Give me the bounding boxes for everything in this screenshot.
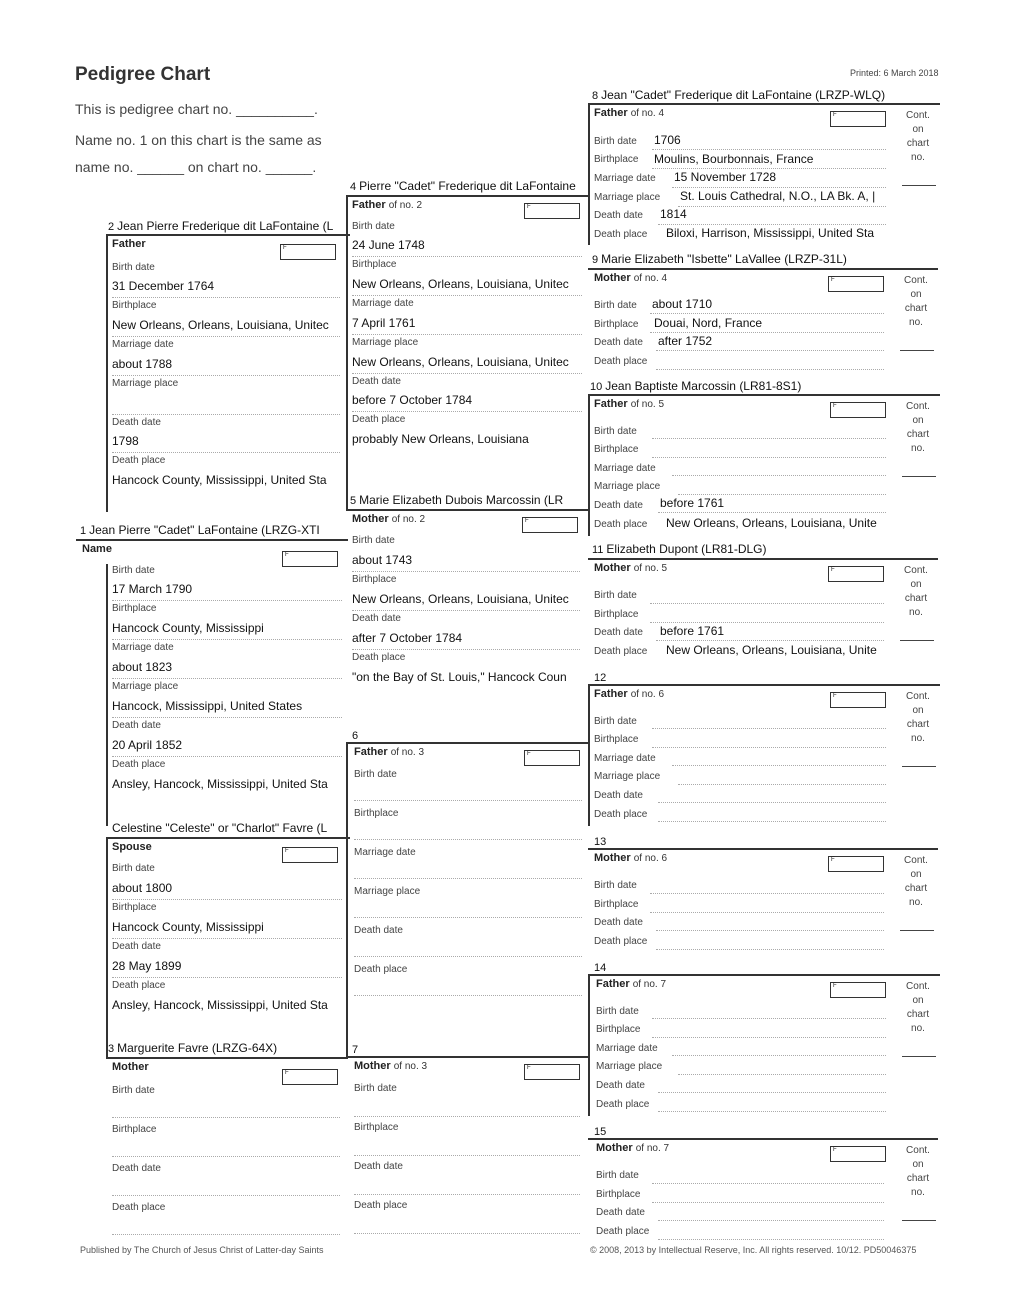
person-4-death-place: probably New Orleans, Louisiana [352, 432, 529, 446]
person-9-cont: Cont. on chart no. [904, 275, 928, 328]
person-14-f-box[interactable]: F [830, 982, 886, 998]
person-5-birth-date: about 1743 [352, 553, 413, 567]
person-4-birthplace: New Orleans, Orleans, Louisiana, Unitec [352, 277, 569, 291]
person-7-role: Mother of no. 3 [354, 1060, 428, 1072]
person-12-f-box[interactable]: F [830, 692, 886, 708]
person-8-marriage-date: 15 November 1728 [674, 170, 777, 184]
same-as-line: Name no. 1 on this chart is the same as [75, 132, 322, 148]
person-15-f-box[interactable]: F [830, 1146, 886, 1162]
person-12-cont: Cont. on chart no. [906, 691, 930, 744]
person-10-name: 10 Jean Baptiste Marcossin (LR81-8S1) [590, 379, 802, 393]
person-14-role: Father of no. 7 [596, 978, 667, 990]
person-11-death-date: before 1761 [660, 624, 725, 638]
person-9-f-box[interactable]: F [828, 276, 884, 292]
person-2-marriage-date: about 1788 [112, 357, 173, 371]
spouse-birth-date: about 1800 [112, 881, 173, 895]
person-8-f-box[interactable]: F [830, 111, 886, 127]
person-13-box: Mother of no. 6 F Birth date Birthplace Death date Death place Cont. on chart no. [588, 848, 938, 954]
person-12-role: Father of no. 6 [594, 688, 665, 700]
person-6-box: Father of no. 3 F Birth date Birthplace Marriage date Marriage place Death date Death place [346, 742, 590, 1056]
person-5-role: Mother of no. 2 [352, 513, 426, 525]
person-4-name: 4 Pierre "Cadet" Frederique dit LaFontaine [350, 179, 576, 193]
name-no-line: name no. ______ on chart no. ______. [75, 159, 317, 175]
person-13-role: Mother of no. 6 [594, 852, 668, 864]
person-7-box: Mother of no. 3 F Birth date Birthplace Death date Death place [346, 1056, 588, 1238]
footer-publisher: Published by The Church of Jesus Christ of Latter-day Saints [80, 1245, 324, 1255]
person-1-box: Birth date 17 March 1790 Birthplace Hancock County, Mississippi Marriage date about 1823 Marriage place Hancock, Mississippi, United States Death date 20 April 1852 Death place Ansley, Hancock, Mississippi, United Sta [106, 564, 350, 826]
person-4-death-date: before 7 October 1784 [352, 393, 473, 407]
person-1-role: Name [82, 543, 112, 555]
person-9-birth-date: about 1710 [652, 297, 713, 311]
person-8-name: 8 Jean "Cadet" Frederique dit LaFontaine (LRZP-WLQ) [592, 88, 886, 102]
spouse-box: Spouse F Birth date about 1800 Birthplace Hancock County, Mississippi Death date 28 May 1899 Death place Ansley, Hancock, Mississippi, United Sta [106, 837, 350, 1059]
person-4-f-box[interactable]: F [524, 203, 580, 219]
person-7-name: 7 [352, 1044, 359, 1056]
person-1-f-box[interactable]: F [282, 551, 338, 567]
person-2-death-date: 1798 [112, 434, 139, 448]
person-13-f-box[interactable]: F [828, 856, 884, 872]
person-15-role: Mother of no. 7 [596, 1142, 670, 1154]
page-title: Pedigree Chart [75, 64, 211, 85]
spouse-role: Spouse [112, 841, 152, 853]
person-9-box: Mother of no. 4 F Birth date about 1710 Birthplace Douai, Nord, France Death date after 1752 Death place Cont. on chart no. [588, 268, 938, 374]
person-11-f-box[interactable]: F [828, 566, 884, 582]
person-5-death-place: "on the Bay of St. Louis," Hancock Coun [352, 670, 567, 684]
person-4-box: Father of no. 2 F Birth date 24 June 1748 Birthplace New Orleans, Orleans, Louisiana, Unitec Marriage date 7 April 1761 Marriage place New Orleans, Orleans, Louisiana, Unitec Death date before 7 October 1784 Death place probably New Orleans, Louisiana [346, 195, 590, 509]
person-14-name: 14 [594, 962, 607, 974]
person-1-rule [76, 539, 348, 541]
person-2-death-place: Hancock County, Mississippi, United Sta [112, 473, 327, 487]
person-2-role: Father [112, 238, 146, 250]
person-13-cont: Cont. on chart no. [904, 855, 928, 908]
person-1-birth-date: 17 March 1790 [112, 582, 193, 596]
person-5-birthplace: New Orleans, Orleans, Louisiana, Unitec [352, 592, 569, 606]
person-6-f-box[interactable]: F [524, 750, 580, 766]
person-5-death-date: after 7 October 1784 [352, 631, 463, 645]
footer-copyright: © 2008, 2013 by Intellectual Reserve, Inc. All rights reserved. 10/12. PD50046375 [590, 1245, 917, 1255]
person-8-death-place: Biloxi, Harrison, Mississippi, United Sta [666, 226, 875, 240]
person-1-marriage-date: about 1823 [112, 660, 173, 674]
person-15-name: 15 [594, 1126, 607, 1138]
person-11-death-place: New Orleans, Orleans, Louisiana, Unite [666, 643, 877, 657]
person-10-death-place: New Orleans, Orleans, Louisiana, Unite [666, 516, 877, 530]
person-3-f-box[interactable]: F [282, 1069, 338, 1085]
person-1-birthplace: Hancock County, Mississippi [112, 621, 264, 635]
person-5-box: Mother of no. 2 F Birth date about 1743 Birthplace New Orleans, Orleans, Louisiana, Unitec Death date after 7 October 1784 Death place "on the Bay of St. Louis," Hancock Coun [346, 509, 588, 693]
person-5-f-box[interactable]: F [522, 517, 578, 533]
person-8-role: Father of no. 4 [594, 107, 665, 119]
person-8-birth-date: 1706 [654, 133, 681, 147]
person-4-role: Father of no. 2 [352, 199, 423, 211]
spouse-f-box[interactable]: F [282, 847, 338, 863]
person-3-box: Mother F Birth date Birthplace Death date Death place [106, 1057, 348, 1239]
person-10-death-date: before 1761 [660, 496, 725, 510]
person-4-marriage-place: New Orleans, Orleans, Louisiana, Unitec [352, 355, 569, 369]
person-1-death-date: 20 April 1852 [112, 738, 183, 752]
person-2-birth-date: 31 December 1764 [112, 279, 215, 293]
spouse-death-date: 28 May 1899 [112, 959, 182, 973]
person-12-box: Father of no. 6 F Birth date Birthplace Marriage date Marriage place Death date Death place Cont. on chart no. [588, 684, 940, 826]
person-8-box: Father of no. 4 F Birth date 1706 Birthplace Moulins, Bourbonnais, France Marriage date 15 November 1728 Marriage place St. Louis Cathedral, N.O., LA Bk. A, | Death date 1814 Death place Biloxi, Harrison, Mississippi, United Sta Cont. on chart no. [588, 103, 940, 245]
person-14-box: Father of no. 7 F Birth date Birthplace Marriage date Marriage place Death date Death place Cont. on chart no. [588, 974, 940, 1116]
person-3-role: Mother [112, 1061, 149, 1073]
spouse-birthplace: Hancock County, Mississippi [112, 920, 264, 934]
person-10-box: Father of no. 5 F Birth date Birthplace Marriage date Marriage place Death date before 1761 Death place New Orleans, Orleans, Louisiana, Unite Cont. on chart no. [588, 394, 940, 536]
person-11-role: Mother of no. 5 [594, 562, 668, 574]
person-11-box: Mother of no. 5 F Birth date Birthplace Death date before 1761 Death place New Orleans, Orleans, Louisiana, Unite Cont. on chart no. [588, 558, 938, 664]
person-14-cont: Cont. on chart no. [906, 981, 930, 1034]
person-8-cont: Cont. on chart no. [906, 110, 930, 163]
person-5-name: 5 Marie Elizabeth Dubois Marcossin (LR [350, 493, 564, 507]
person-7-f-box[interactable]: F [524, 1064, 580, 1080]
person-10-f-box[interactable]: F [830, 402, 886, 418]
person-2-f-box[interactable]: F [280, 244, 336, 260]
person-8-birthplace: Moulins, Bourbonnais, France [654, 152, 814, 166]
person-9-name: 9 Marie Elizabeth "Isbette" LaVallee (LRZP-31L) [592, 252, 847, 266]
person-1-death-place: Ansley, Hancock, Mississippi, United Sta [112, 777, 328, 791]
person-2-box: Father F Birth date 31 December 1764 Birthplace New Orleans, Orleans, Louisiana, Unitec Marriage date about 1788 Marriage place Death date 1798 Death place Hancock County, Mississippi, United Sta [106, 234, 350, 512]
person-2-name: 2 Jean Pierre Frederique dit LaFontaine (L [108, 219, 334, 233]
person-4-marriage-date: 7 April 1761 [352, 316, 416, 330]
chart-number-line: This is pedigree chart no. __________. [75, 101, 318, 117]
person-10-role: Father of no. 5 [594, 398, 665, 410]
person-15-box: Mother of no. 7 F Birth date Birthplace Death date Death place Cont. on chart no. [588, 1138, 938, 1244]
person-2-birthplace: New Orleans, Orleans, Louisiana, Unitec [112, 318, 329, 332]
spouse-name: Celestine "Celeste" or "Charlot" Favre (L [112, 821, 328, 835]
spouse-death-place: Ansley, Hancock, Mississippi, United Sta [112, 998, 328, 1012]
person-9-death-date: after 1752 [658, 334, 713, 348]
person-12-name: 12 [594, 672, 607, 684]
person-9-role: Mother of no. 4 [594, 272, 668, 284]
person-11-name: 11 Elizabeth Dupont (LR81-DLG) [592, 542, 767, 556]
person-8-death-date: 1814 [660, 207, 687, 221]
person-8-marriage-place: St. Louis Cathedral, N.O., LA Bk. A, | [680, 189, 876, 203]
person-6-name: 6 [352, 730, 359, 742]
printed-date: Printed: 6 March 2018 [850, 68, 939, 78]
person-13-name: 13 [594, 836, 607, 848]
person-4-birth-date: 24 June 1748 [352, 238, 425, 252]
person-1-marriage-place: Hancock, Mississippi, United States [112, 699, 303, 713]
person-3-name: 3 Marguerite Favre (LRZG-64X) [108, 1041, 278, 1055]
person-6-role: Father of no. 3 [354, 746, 425, 758]
person-9-birthplace: Douai, Nord, France [654, 316, 763, 330]
person-10-cont: Cont. on chart no. [906, 401, 930, 454]
person-1-name: 1 Jean Pierre "Cadet" LaFontaine (LRZG-XTI [80, 523, 320, 537]
person-15-cont: Cont. on chart no. [906, 1145, 930, 1198]
person-11-cont: Cont. on chart no. [904, 565, 928, 618]
